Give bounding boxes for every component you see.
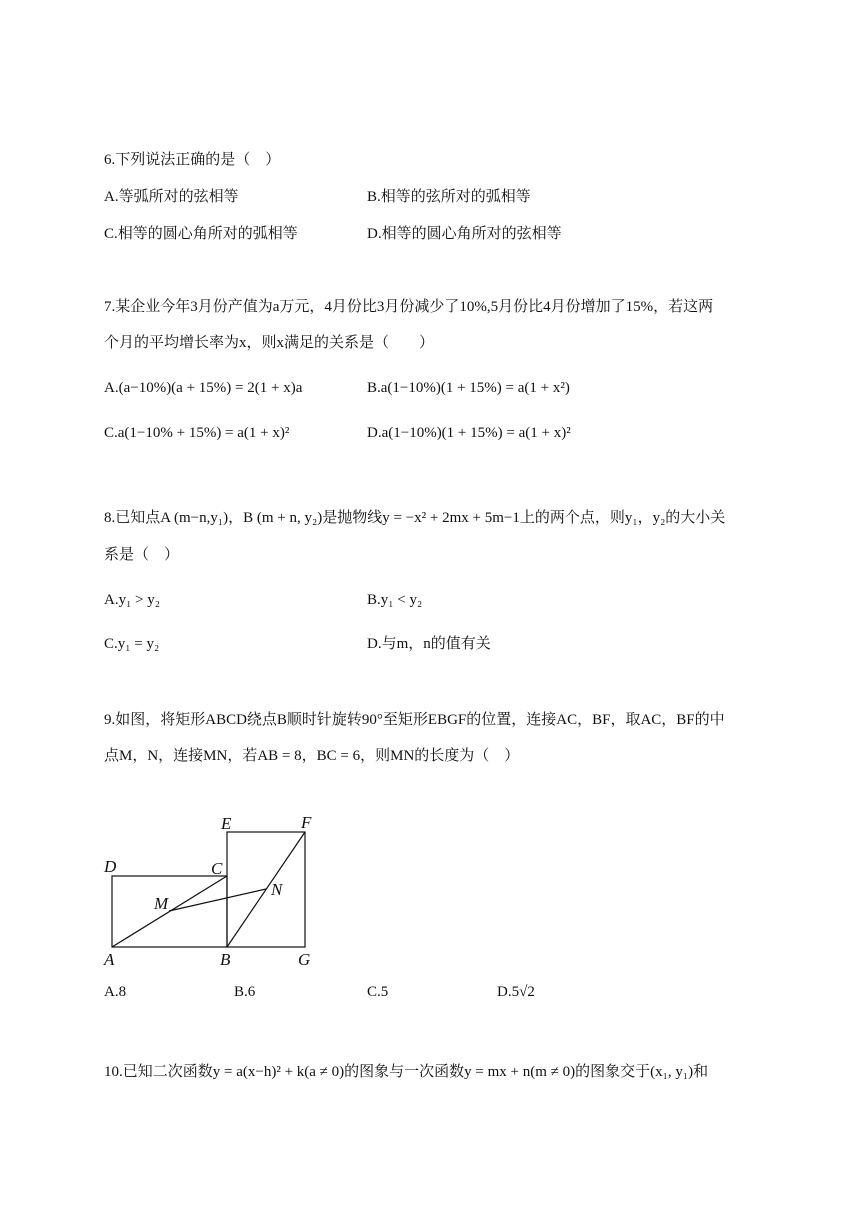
- q6-stem: 6.下列说法正确的是（ ）: [104, 152, 281, 168]
- q8-stem-line1: 8.已知点A (m−n,y₁)，B (m + n, y₂)是抛物线y = −x² + 2mx + 5m−1上的两个点，则y₁，y₂的大小关: [104, 510, 726, 526]
- q6-option-b: B.相等的弦所对的弧相等: [367, 189, 531, 205]
- label-d: D: [104, 857, 117, 876]
- q9-option-c: C.5: [367, 984, 389, 1000]
- q9-option-a: A.8: [104, 984, 127, 1000]
- q9-option-d: D.5√2: [497, 984, 535, 1000]
- segment-mn: [169, 889, 266, 911]
- label-f: F: [301, 813, 312, 832]
- label-g: G: [298, 950, 311, 968]
- label-c: C: [211, 859, 223, 878]
- q7-option-b: B.a(1−10%)(1 + 15%) = a(1 + x²): [367, 380, 570, 396]
- q8-option-b: B.y₁ < y₂: [367, 592, 423, 608]
- q8-option-a: A.y₁ > y₂: [104, 592, 161, 608]
- q6-option-a: A.等弧所对的弦相等: [104, 189, 239, 205]
- label-b: B: [220, 950, 231, 968]
- q7-stem-line1: 7.某企业今年3月份产值为a万元，4月份比3月份减少了10%,5月份比4月份增加了15%，若这两: [104, 299, 714, 315]
- q6-option-c: C.相等的圆心角所对的弧相等: [104, 226, 298, 242]
- q8-option-c: C.y₁ = y₂: [104, 636, 160, 652]
- label-m: M: [154, 894, 169, 913]
- q7-option-a: A.(a−10%)(a + 15%) = 2(1 + x)a: [104, 380, 303, 396]
- q7-option-c: C.a(1−10% + 15%) = a(1 + x)²: [104, 425, 290, 441]
- label-a: A: [104, 950, 115, 968]
- q9-stem-line2: 点M，N，连接MN，若AB = 8，BC = 6，则MN的长度为（ ）: [104, 748, 520, 764]
- q6-option-d: D.相等的圆心角所对的弦相等: [367, 226, 562, 242]
- label-e: E: [221, 814, 232, 833]
- q7-option-d: D.a(1−10%)(1 + 15%) = a(1 + x)²: [367, 425, 571, 441]
- q9-option-b: B.6: [234, 984, 256, 1000]
- rotated-rectangle-figure: [100, 808, 330, 968]
- label-n: N: [271, 880, 283, 899]
- q9-stem-line1: 9.如图，将矩形ABCD绕点B顺时针旋转90°至矩形EBGF的位置，连接AC，BF，取AC，BF的中: [104, 712, 725, 728]
- q8-option-d: D.与m，n的值有关: [367, 636, 491, 652]
- q10-stem-line1: 10.已知二次函数y = a(x−h)² + k(a ≠ 0)的图象与一次函数y = mx + n(m ≠ 0)的图象交于(x₁, y₁)和: [104, 1064, 709, 1080]
- q7-stem-line2: 个月的平均增长率为x，则x满足的关系是（ ）: [104, 335, 435, 351]
- q8-stem-line2: 系是（ ）: [104, 547, 180, 563]
